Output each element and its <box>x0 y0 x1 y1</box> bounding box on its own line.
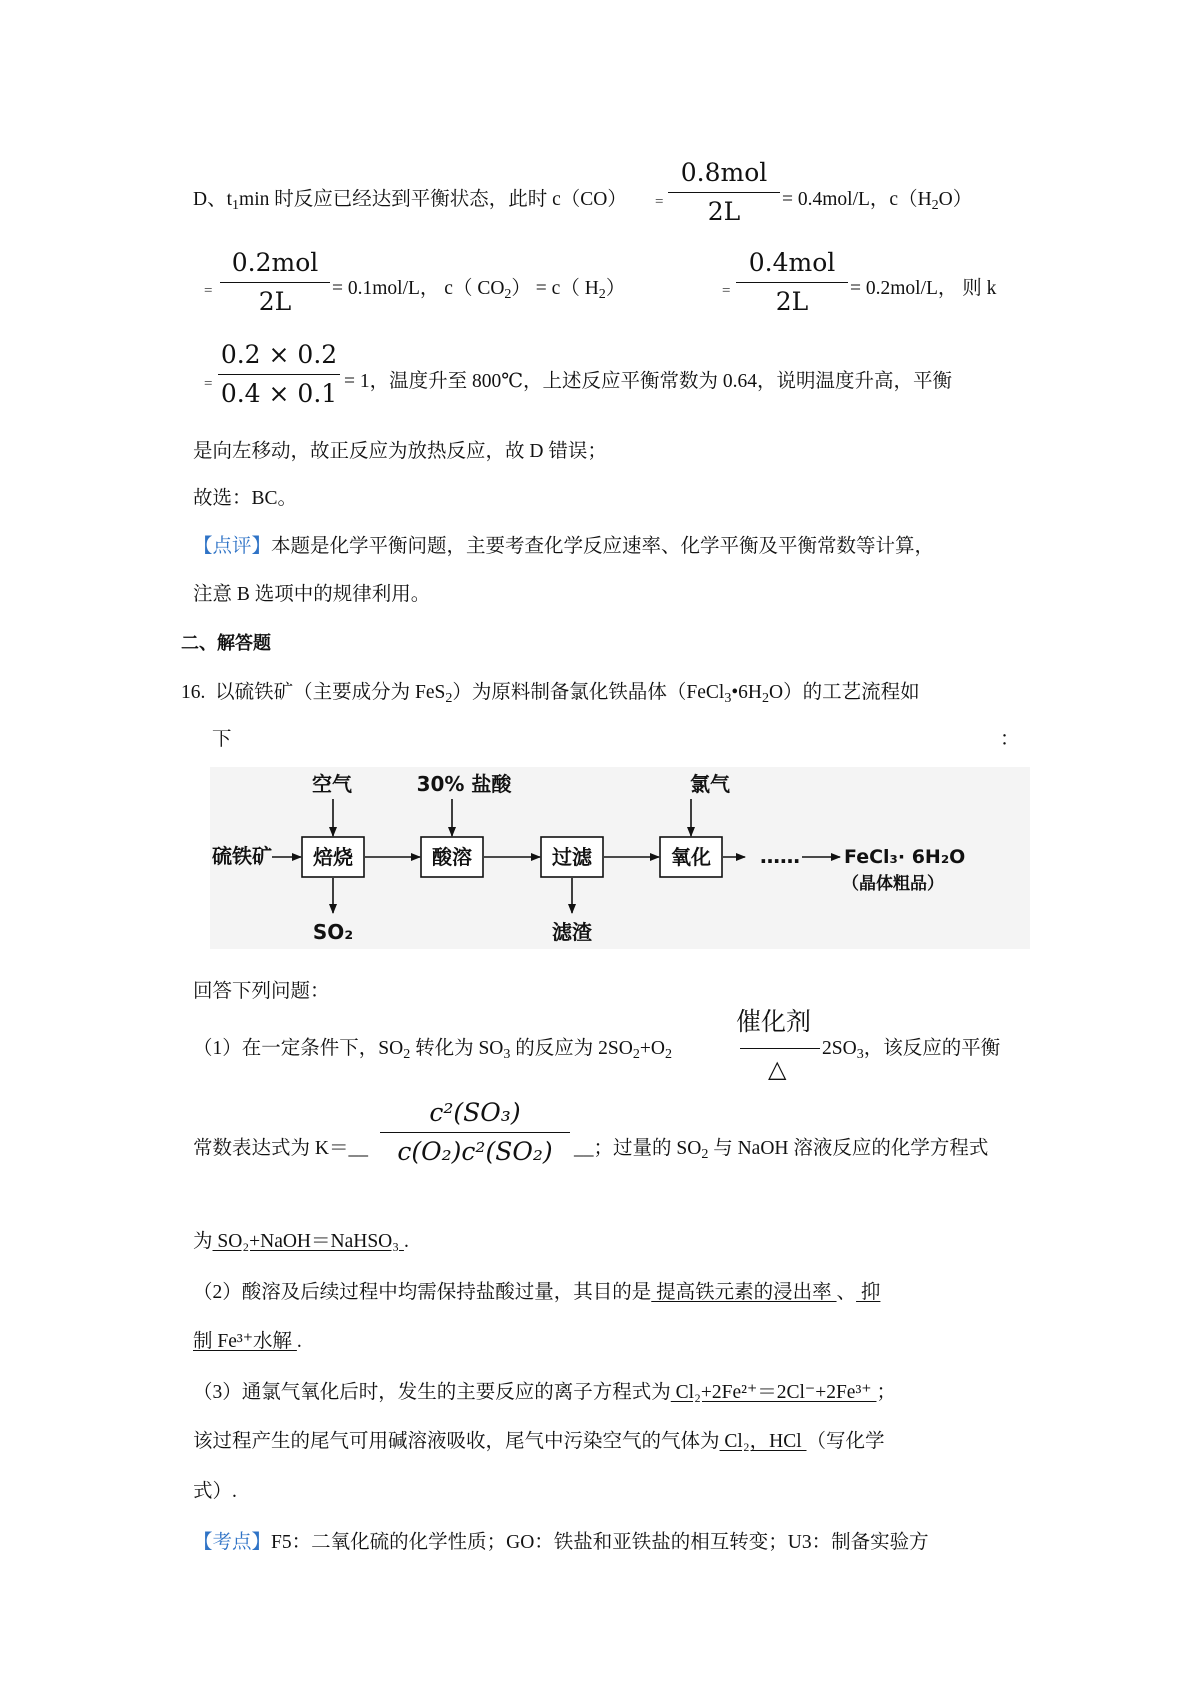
text: = 0.1mol/L， c（ CO <box>332 278 505 299</box>
numerator: 0.2mol <box>231 248 319 277</box>
text: 的反应为 2SO <box>510 1038 633 1059</box>
question-number: 16. <box>181 682 206 703</box>
text: O）的工艺流程如 <box>769 682 920 703</box>
text: ，该反应的平衡 <box>863 1038 1001 1059</box>
subscript: 2 <box>598 286 606 303</box>
subscript: 2 <box>701 1146 709 1163</box>
fraction-bar <box>668 192 780 193</box>
denominator: 2L <box>775 287 809 316</box>
section-title <box>181 633 271 655</box>
subscript: 2 <box>504 286 512 303</box>
fraction-co <box>668 160 780 224</box>
equals-sign: = <box>204 376 213 392</box>
step-filter: 过滤 <box>552 845 592 869</box>
p1-k-suffix <box>574 1137 988 1163</box>
part-d-line-3 <box>344 370 952 393</box>
text: D、t <box>193 189 233 210</box>
subscript: 1 <box>232 197 240 214</box>
text: 该过程产生的尾气可用碱溶液吸收，尾气中污染空气的气体为 <box>193 1431 720 1452</box>
text: 催化剂 <box>736 1007 812 1036</box>
subscript: 2 <box>664 1046 672 1063</box>
text: 下 <box>212 729 232 750</box>
text: = 0.2mol/L， 则 k <box>850 278 997 299</box>
p1-line-1 <box>193 1037 672 1063</box>
answer-blank: 抑 <box>856 1282 881 1303</box>
text: 故选：BC。 <box>193 488 298 509</box>
q16-prompt <box>193 980 330 1003</box>
text: 本题是化学平衡问题，主要考查化学反应速率、化学平衡及平衡常数等计算， <box>271 536 935 557</box>
text: ） <box>605 278 626 299</box>
text: O） <box>938 189 973 210</box>
part-d-line-2-end <box>850 277 996 300</box>
subscript: 2 <box>403 1046 411 1063</box>
part-d-line-1-result <box>782 188 972 214</box>
fraction-numerator <box>220 250 330 275</box>
fraction-numerator <box>668 160 780 185</box>
answer-blank: SO₂+NaOH＝NaHSO₃ <box>212 1231 404 1252</box>
equals-sign: = <box>204 283 213 299</box>
text: ： <box>1000 729 1020 750</box>
text: 2SO <box>822 1038 857 1059</box>
part-d-line-4 <box>193 440 607 463</box>
part-d-line-2 <box>332 277 625 303</box>
product-formula: FeCl₃· 6H₂O <box>844 846 966 868</box>
denominator: 0.4 × 0.1 <box>220 379 338 408</box>
heat-symbol <box>768 1055 786 1084</box>
fraction-bar <box>380 1132 570 1133</box>
text: F5：二氧化硫的化学性质；GO：铁盐和亚铁盐的相互转变；U3：制备实验方 <box>271 1532 929 1553</box>
text: （写化学 <box>806 1431 885 1452</box>
answer-blank: Cl₂，HCl <box>719 1431 807 1452</box>
q16-stem-line-2 <box>212 728 232 751</box>
numerator: 0.8mol <box>680 158 768 187</box>
text: min 时反应已经达到平衡状态，此时 c（CO） <box>239 189 627 210</box>
text: . <box>403 1231 409 1252</box>
subscript: 2 <box>632 1046 640 1063</box>
fraction-denominator <box>218 381 340 406</box>
text: = 1，温度升至 800℃，上述反应平衡常数为 0.64，说明温度升高，平衡 <box>344 371 953 392</box>
text: . <box>296 1331 302 1352</box>
reaction-arrow-bar <box>740 1048 820 1049</box>
text: （3）通氯气氧化后时，发生的主要反应的离子方程式为 <box>193 1382 671 1403</box>
text: = 0.4mol/L，c（H <box>782 189 932 210</box>
denominator: 2L <box>258 287 292 316</box>
process-flow-diagram <box>210 767 1030 949</box>
answer-blank: 制 Fe³⁺水解 <box>193 1331 297 1352</box>
subscript: 3 <box>724 690 732 707</box>
subscript: 2 <box>762 690 770 707</box>
fraction-denominator <box>220 289 330 314</box>
q16-stem-line-1 <box>181 681 920 707</box>
text: ） = c（ H <box>511 278 599 299</box>
input-chlorine: 氯气 <box>690 772 730 796</box>
step-dissolve: 酸溶 <box>432 845 472 869</box>
text: +O <box>639 1038 665 1059</box>
text: 为 <box>193 1231 213 1252</box>
text: 与 NaOH 溶液反应的化学方程式 <box>708 1138 989 1159</box>
comment-tag: 【点评】 <box>193 536 272 557</box>
fraction-numerator <box>380 1100 570 1125</box>
p1-k-prefix <box>193 1137 368 1160</box>
point-line <box>193 1531 929 1554</box>
flow-ellipsis: …… <box>760 844 800 868</box>
p2-line-2 <box>193 1330 302 1353</box>
answer-blank: 提高铁元素的浸出率 <box>651 1282 837 1303</box>
equals-sign: = <box>655 194 664 210</box>
subscript: 2 <box>931 197 939 214</box>
output-residue: 滤渣 <box>552 920 592 944</box>
answer-line <box>193 487 297 510</box>
subscript: 3 <box>856 1046 864 1063</box>
numerator: c²(SO₃) <box>429 1098 521 1127</box>
text: 二、解答题 <box>181 633 271 654</box>
point-tag: 【考点】 <box>193 1532 272 1553</box>
denominator: c(O₂)c²(SO₂) <box>397 1137 553 1166</box>
fraction-h2o <box>220 250 330 314</box>
denominator: 2L <box>707 197 741 226</box>
fraction-bar <box>220 282 330 283</box>
text: ； <box>876 1382 896 1403</box>
comment-line-1 <box>193 535 934 558</box>
subscript: 2 <box>445 690 453 707</box>
text: 注意 B 选项中的规律利用。 <box>193 584 431 605</box>
equals-sign: = <box>722 283 731 299</box>
p3-line-1 <box>193 1381 896 1404</box>
start-material: 硫铁矿 <box>212 844 272 868</box>
text: •6H <box>731 682 762 703</box>
fraction-numerator <box>736 250 848 275</box>
subscript: 3 <box>503 1046 511 1063</box>
answer-blank: Cl₂+2Fe²⁺＝2Cl⁻+2Fe³⁺ <box>670 1382 877 1403</box>
p2-line-1 <box>193 1281 880 1304</box>
fraction-bar <box>736 282 848 283</box>
p3-line-3 <box>193 1480 237 1503</box>
fraction-denominator <box>668 199 780 224</box>
text: 以硫铁矿（主要成分为 FeS <box>215 682 446 703</box>
fraction-numerator <box>218 342 340 367</box>
p1-equation-line <box>193 1230 409 1253</box>
text: 是向左移动，故正反应为放热反应，故 D 错误； <box>193 441 607 462</box>
q16-stem-colon <box>1000 728 1020 751</box>
text: （1）在一定条件下，SO <box>193 1038 404 1059</box>
text: 转化为 SO <box>410 1038 504 1059</box>
catalyst-label <box>736 1007 811 1037</box>
fraction-denominator <box>380 1139 570 1164</box>
input-hcl: 30% 盐酸 <box>416 772 512 796</box>
numerator: 0.4mol <box>748 248 836 277</box>
step-roast: 焙烧 <box>313 845 353 869</box>
output-so2: SO₂ <box>312 920 354 944</box>
fraction-denominator <box>736 289 848 314</box>
step-oxidize: 氧化 <box>671 845 711 869</box>
text: 常数表达式为 K＝__ <box>193 1138 368 1159</box>
k-expression-fraction <box>380 1100 570 1164</box>
text: 、 <box>836 1282 857 1303</box>
input-air: 空气 <box>312 772 352 796</box>
p3-line-2 <box>193 1430 885 1453</box>
product-note: （晶体粗品） <box>842 874 944 894</box>
text: （2）酸溶及后续过程中均需保持盐酸过量，其目的是 <box>193 1282 652 1303</box>
p1-line-1-end <box>822 1037 1000 1063</box>
numerator: 0.2 × 0.2 <box>220 340 338 369</box>
text: 式）. <box>193 1481 237 1502</box>
fraction-k <box>218 342 340 406</box>
text: __；过量的 SO <box>574 1138 702 1159</box>
text: △ <box>768 1055 787 1083</box>
fraction-bar <box>218 374 340 375</box>
comment-line-2 <box>193 583 430 606</box>
text: 回答下列问题： <box>193 981 330 1002</box>
fraction-co2-h2 <box>736 250 848 314</box>
text: ）为原料制备氯化铁晶体（FeCl <box>452 682 725 703</box>
part-d-line-1 <box>193 188 627 214</box>
